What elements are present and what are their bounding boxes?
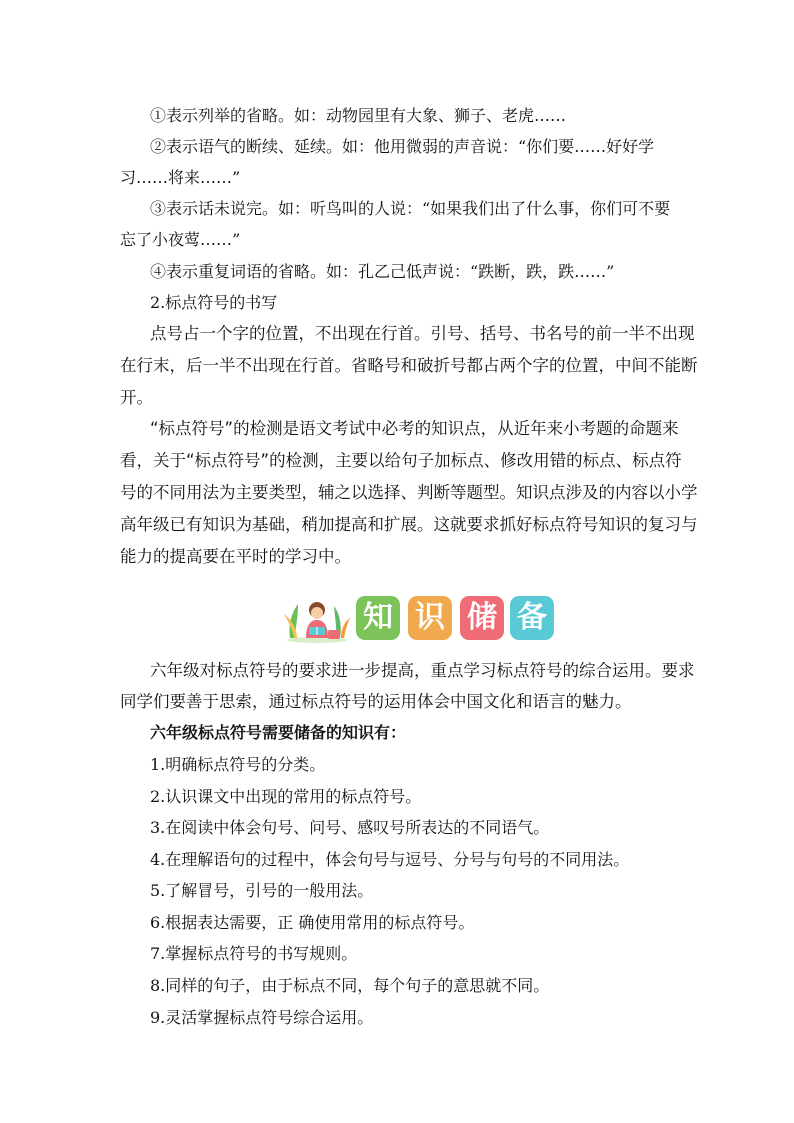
banner-char-zhi: 知 bbox=[356, 596, 400, 640]
list-item: 9.灵活掌握标点符号综合运用。 bbox=[150, 1008, 374, 1027]
ellipsis-usage-4: ④表示重复词语的省略。如：孔乙己低声说：“跌断，跌，跌……” bbox=[150, 262, 615, 281]
ellipsis-usage-1: ①表示列举的省略。如：动物园里有大象、狮子、老虎…… bbox=[150, 106, 567, 125]
writing-para-line: 点号占一个字的位置，不出现在行首。引号、括号、书名号的前一半不出现 bbox=[150, 324, 695, 343]
banner-char-shi: 识 bbox=[408, 596, 452, 640]
intro-para-line: 六年级对标点符号的要求进一步提高，重点学习标点符号的综合运用。要求 bbox=[150, 661, 695, 680]
ellipsis-usage-2: ②表示语气的断续、延续。如：他用微弱的声音说：“你们要……好好学 bbox=[150, 137, 655, 156]
list-heading: 六年级标点符号需要储备的知识有： bbox=[150, 723, 407, 742]
writing-para-line: 在行末，后一半不出现在行首。省略号和破折号都占两个字的位置，中间不能断 bbox=[120, 356, 698, 375]
writing-para-line: 开。 bbox=[120, 388, 153, 407]
banner-char-bei: 备 bbox=[510, 596, 554, 640]
list-item: 7.掌握标点符号的书写规则。 bbox=[150, 944, 358, 963]
intro-para-line: 同学们要善于思索，通过标点符号的运用体会中国文化和语言的魅力。 bbox=[120, 692, 632, 711]
list-item: 1.明确标点符号的分类。 bbox=[150, 755, 326, 774]
exam-para-line: 号的不同用法为主要类型，辅之以选择、判断等题型。知识点涉及的内容以小学 bbox=[120, 483, 698, 502]
exam-para-line: 能力的提高要在平时的学习中。 bbox=[120, 547, 351, 566]
reading-child-illustration-icon bbox=[284, 594, 350, 644]
list-item: 5.了解冒号，引号的一般用法。 bbox=[150, 881, 374, 900]
exam-para-line: 看，关于“标点符号”的检测，主要以给句子加标点、修改用错的标点、标点符 bbox=[120, 451, 682, 470]
list-item: 4.在理解语句的过程中，体会句号与逗号、分号与句号的不同用法。 bbox=[150, 850, 630, 869]
list-item: 3.在阅读中体会句号、问号、感叹号所表达的不同语气。 bbox=[150, 818, 550, 837]
section-heading-writing: 2.标点符号的书写 bbox=[150, 293, 278, 312]
ellipsis-usage-3-cont: 忘了小夜莺……” bbox=[120, 230, 241, 249]
list-item: 2.认识课文中出现的常用的标点符号。 bbox=[150, 787, 422, 806]
exam-para-line: “标点符号”的检测是语文考试中必考的知识点，从近年来小考题的命题来 bbox=[150, 419, 679, 438]
list-item: 6.根据表达需要，正 确使用常用的标点符号。 bbox=[150, 913, 475, 932]
banner-char-chu: 储 bbox=[460, 596, 504, 640]
knowledge-reserve-banner bbox=[284, 594, 546, 644]
ellipsis-usage-2-cont: 习……将来……” bbox=[120, 168, 241, 187]
list-item: 8.同样的句子，由于标点不同，每个句子的意思就不同。 bbox=[150, 976, 550, 995]
ellipsis-usage-3: ③表示话未说完。如：听鸟叫的人说：“如果我们出了什么事，你们可不要 bbox=[150, 199, 671, 218]
exam-para-line: 高年级已有知识为基础，稍加提高和扩展。这就要求抓好标点符号知识的复习与 bbox=[120, 515, 698, 534]
